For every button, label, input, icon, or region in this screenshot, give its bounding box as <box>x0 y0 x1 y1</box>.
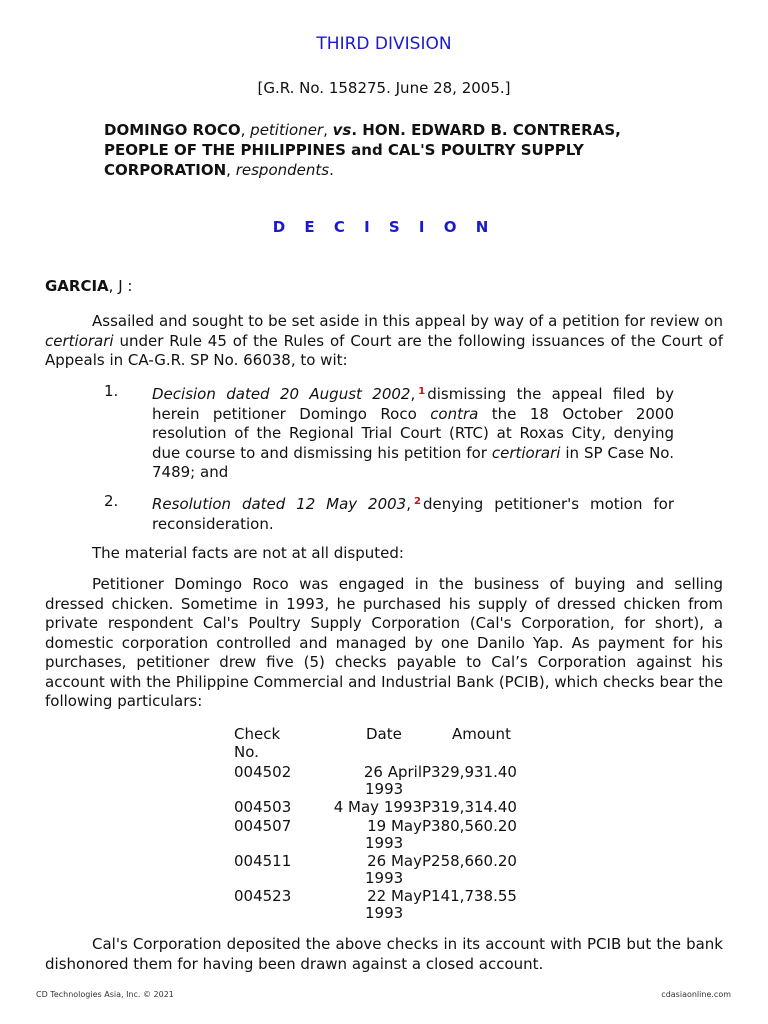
division-heading: THIRD DIVISION <box>316 34 452 54</box>
decision-title: D E C I S I O N <box>272 218 496 236</box>
versus-label: vs <box>332 121 352 139</box>
list-number: 2. <box>104 492 119 510</box>
case-number: [G.R. No. 158275. June 28, 2005.] <box>257 79 511 97</box>
check-amount: P380,560.20 <box>422 817 517 835</box>
paragraph-intro <box>45 312 723 371</box>
check-number: 004507 <box>234 817 292 835</box>
paragraph-text: under Rule 45 of the Rules of Court are the following issuances of the Court of Appeals in CA-G.R. SP No. 66038, to wit: <box>45 331 723 369</box>
check-date-year: 1993 <box>365 869 404 887</box>
check-date: 19 May <box>367 817 422 835</box>
paragraph-dishonor: Cal's Corporation deposited the above checks in its account with PCIB but the bank dishonored them for having been drawn against a closed account. <box>45 935 723 973</box>
check-date: 26 May <box>367 852 422 870</box>
list-number: 1. <box>104 382 119 400</box>
check-amount: P329,931.40 <box>422 763 517 781</box>
check-date-year: 1993 <box>365 904 404 922</box>
check-date: 26 April <box>363 763 422 781</box>
list-item: 2. Resolution dated 12 May 2003, $^2$ denying petitioner's motion for reconsideration. <box>104 492 674 533</box>
check-amount: P141,738.55 <box>422 887 517 905</box>
list-title: Decision dated 20 August 2002 <box>152 385 411 403</box>
check-number: 004511 <box>234 852 292 870</box>
footer-site: cdasiaonline.com <box>661 990 731 999</box>
check-number: 004523 <box>234 887 292 905</box>
check-number: 004502 <box>234 763 292 781</box>
case-parties: DOMINGO ROCO, petitioner, vs. HON. EDWARD B. CONTRERAS, PEOPLE OF THE PHILIPPINES and CAL'S POULTRY SUPPLY CORPORATION, respondents. <box>104 121 621 179</box>
list-title: Resolution dated 12 May 2003 <box>152 495 407 513</box>
column-header: Check No. <box>234 725 281 761</box>
ponente <box>45 277 132 295</box>
footer-copyright: CD Technologies Asia, Inc. © 2021 <box>36 990 174 999</box>
list-item: 1. Decision dated 20 August 2002, $^1$ dismissing the appeal filed by herein petitioner Domingo Roco contra the 18 October 2000 resolution of the Regional Trial Court (RTC) at Roxas City, denying due course to and dismissing his petition for certiorari in SP Case No. 7489; and <box>104 382 675 481</box>
check-number: 004503 <box>234 798 292 816</box>
footnote-link[interactable]: 2 <box>414 496 421 507</box>
petitioner-label: petitioner <box>250 121 324 139</box>
list-italic: contra <box>430 404 479 423</box>
paragraph-text: Assailed and sought to be set aside in this appeal by way of a petition for review on <box>92 312 723 330</box>
paragraph-italic: certiorari <box>45 331 114 350</box>
respondents-names: HON. EDWARD B. CONTRERAS, PEOPLE OF THE PHILIPPINES and CAL'S POULTRY SUPPLY CORPORATION <box>104 121 621 179</box>
ponente-suffix: , J : <box>108 277 133 295</box>
check-amount: P258,660.20 <box>422 852 517 870</box>
list-text: dismissing the appeal filed by herein petitioner Domingo Roco <box>152 385 675 423</box>
check-date-year: 1993 <box>365 780 404 798</box>
check-date: 22 May <box>367 887 422 905</box>
paragraph-facts: Petitioner Domingo Roco was engaged in the business of buying and selling dressed chicken. Sometime in 1993, he purchased his supply of dressed chicken from private respondent Cal's Poultry Supply Corporation (Cal's Corporation, for short), a domestic corporation controlled and managed by one Danilo Yap. As payment for his purchases, petitioner drew five (5) checks payable to Cal’s Corporation against his account with the Philippine Commercial and Industrial Bank (PCIB), which checks bear the following particulars: <box>45 575 723 710</box>
column-header: Date <box>366 725 402 743</box>
list-text: denying petitioner's motion for reconsideration. <box>152 495 674 533</box>
paragraph-facts-intro: The material facts are not at all disputed: <box>92 544 404 562</box>
check-amount: P319,314.40 <box>422 798 517 816</box>
ponente-name: GARCIA <box>45 277 109 295</box>
list-text: in SP Case No. 7489; and <box>152 443 674 481</box>
check-date: 4 May 1993 <box>333 798 422 816</box>
footnote-link[interactable]: 1 <box>418 386 426 397</box>
respondents-label: respondents <box>235 161 330 179</box>
check-date-year: 1993 <box>365 834 404 852</box>
list-text: the 18 October 2000 resolution of the Regional Trial Court (RTC) at Roxas City, denying due course to and dismissing his petition for <box>152 404 674 462</box>
list-italic: certiorari <box>491 443 561 462</box>
petitioner-name: DOMINGO ROCO <box>104 121 241 139</box>
column-header: Amount <box>452 725 511 743</box>
